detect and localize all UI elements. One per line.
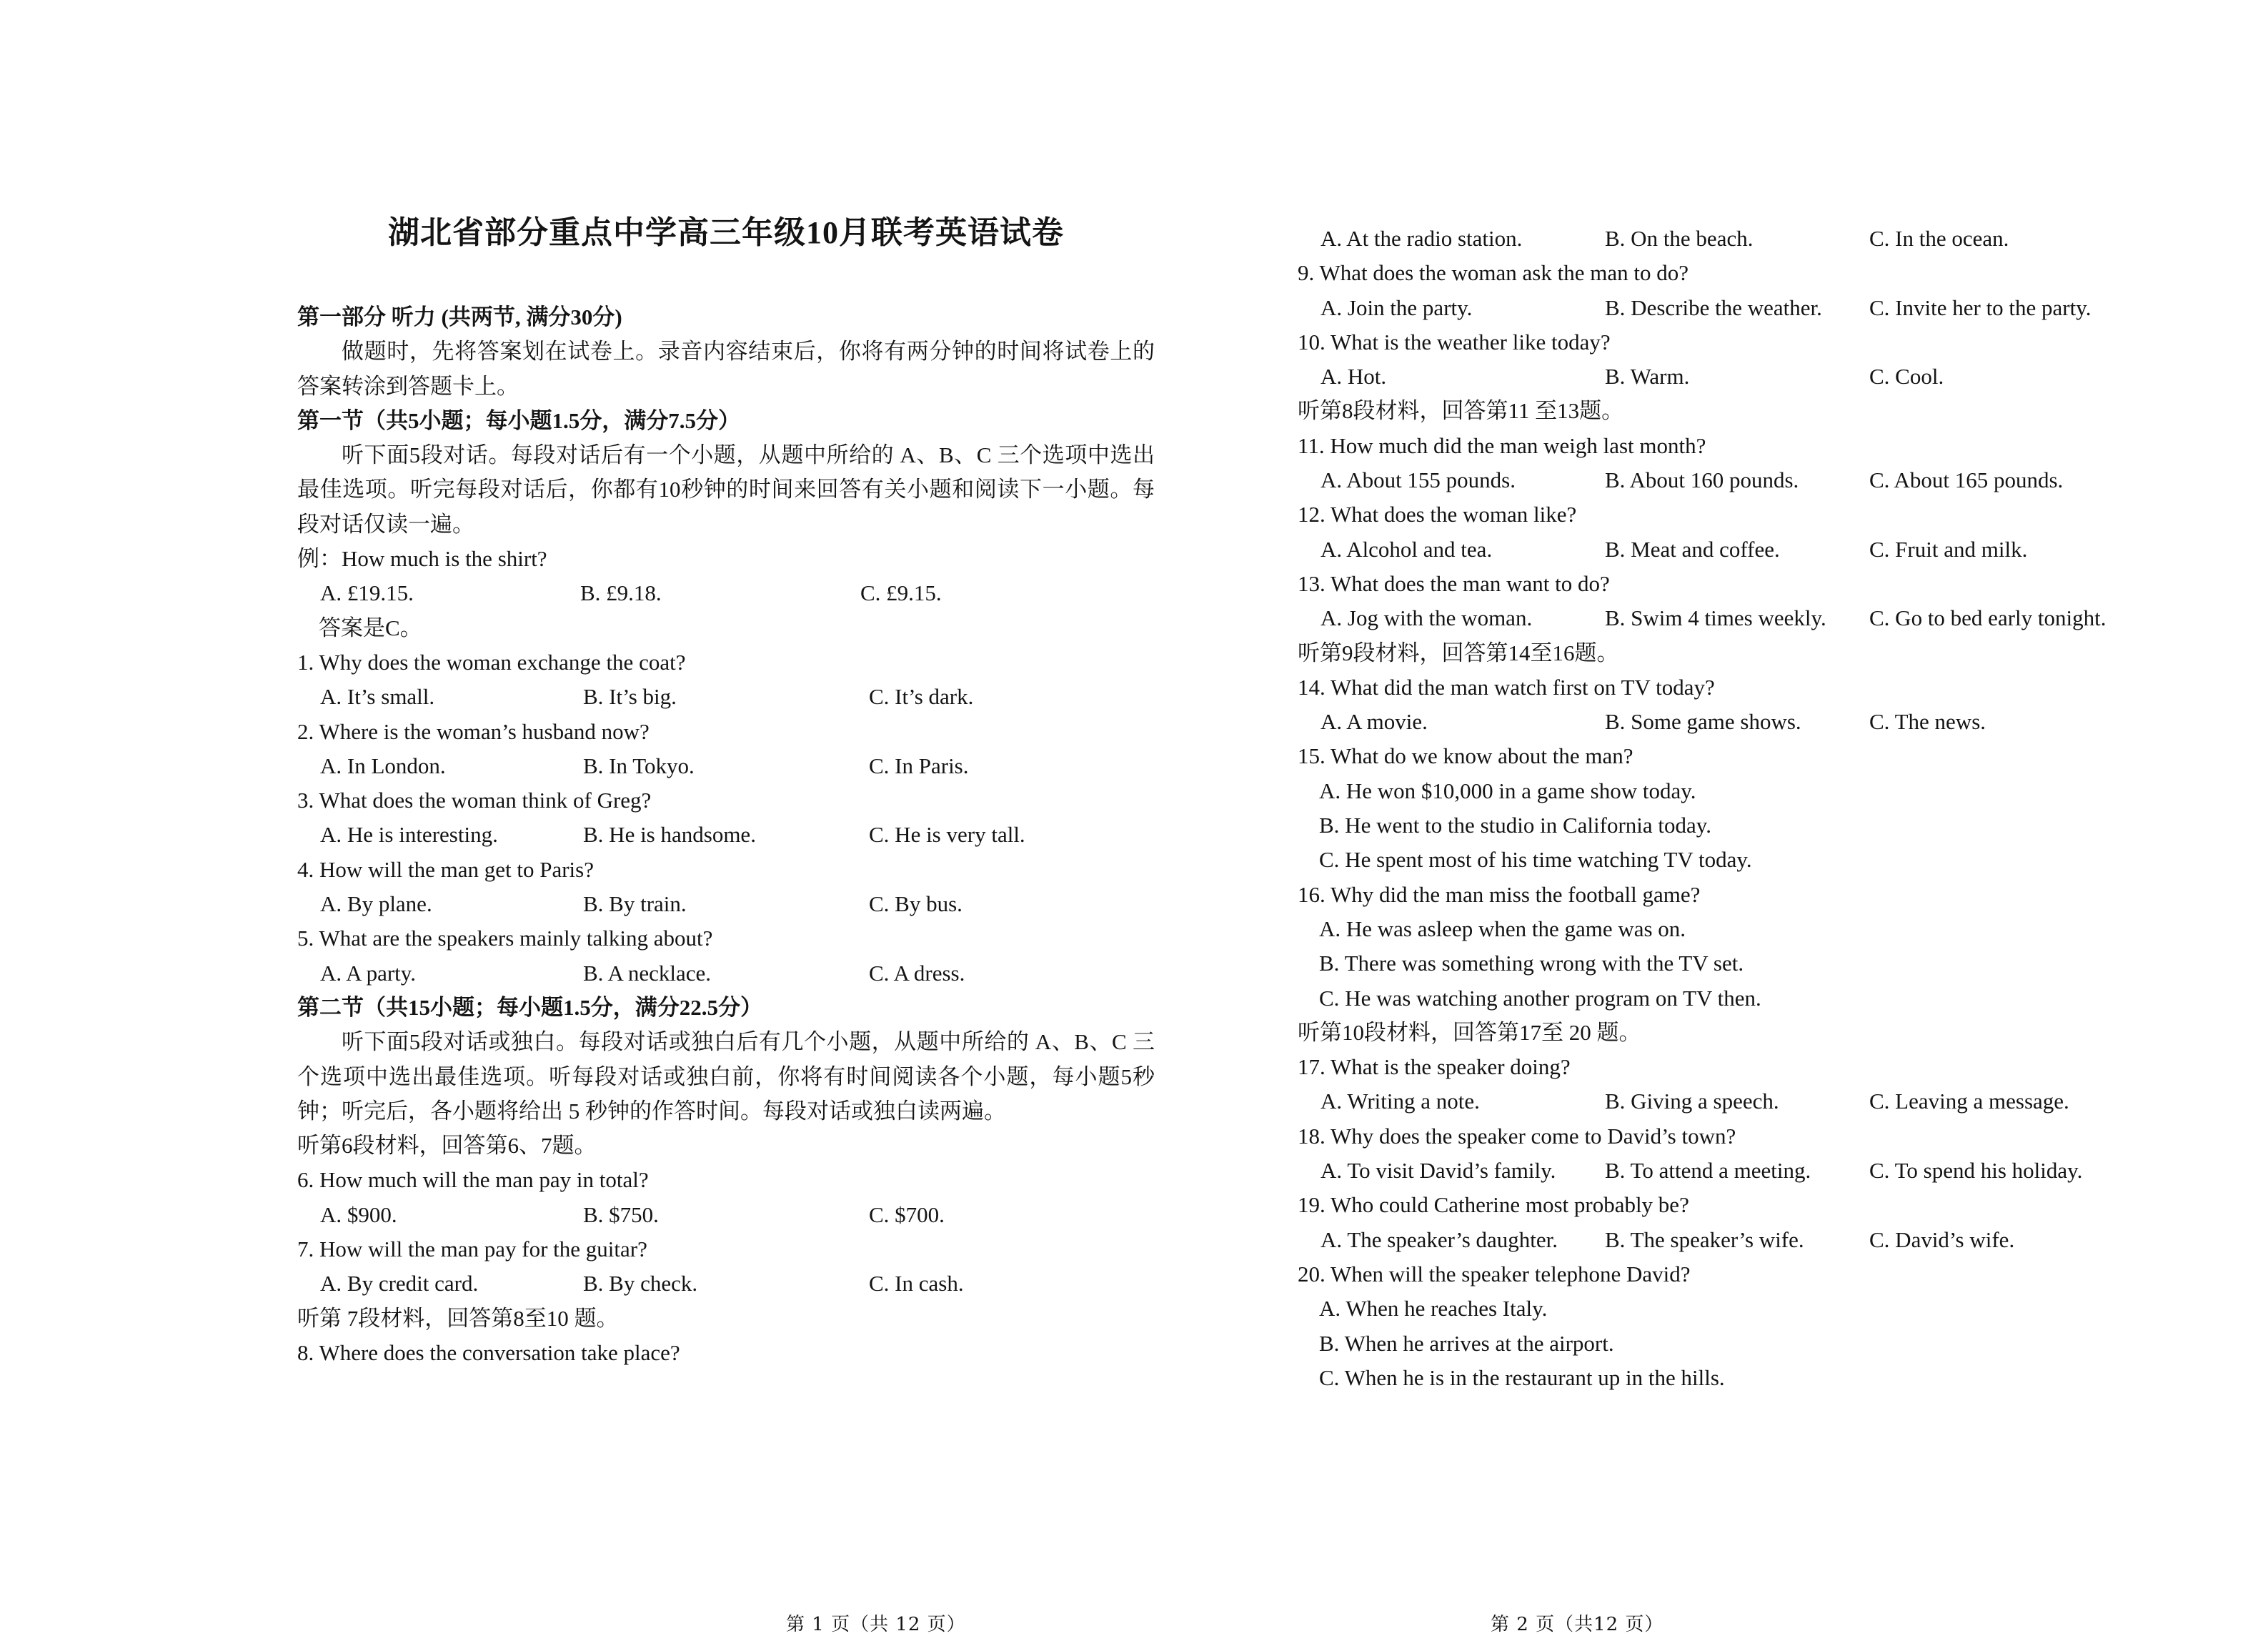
option-b: B. The speaker’s wife. <box>1605 1226 1804 1252</box>
example-question: 例：How much is the shirt? <box>297 546 547 572</box>
question-19-options <box>1298 1223 2155 1257</box>
question-7: 7. How will the man pay for the guitar? <box>297 1236 647 1262</box>
question-13-options <box>1298 601 2155 635</box>
question-17-options <box>1298 1084 2155 1119</box>
question-5: 5. What are the speakers mainly talking about? <box>297 926 713 951</box>
question-4-options <box>297 887 1155 921</box>
option-c: C. It’s dark. <box>869 684 974 710</box>
material-6-note: 听第6段材料，回答第6、7题。 <box>297 1133 597 1159</box>
option-b: B. Some game shows. <box>1605 709 1801 735</box>
option-b: B. He went to the studio in California today. <box>1319 813 1712 838</box>
option-b: B. In Tokyo. <box>583 753 695 778</box>
question-13: 13. What does the man want to do? <box>1298 570 1610 596</box>
option-a: A. Hot. <box>1320 364 1387 390</box>
question-16: 16. Why did the man miss the football game? <box>1298 881 1701 907</box>
question-14: 14. What did the man watch first on TV today? <box>1298 674 1715 700</box>
option-b: B. To attend a meeting. <box>1605 1158 1811 1184</box>
right-body <box>1298 222 2155 1395</box>
material-9-note: 听第9段材料，回答第14至16题。 <box>1298 640 1619 665</box>
option-a: A. A movie. <box>1320 709 1428 735</box>
option-a: A. He won $10,000 in a game show today. <box>1319 778 1696 803</box>
page-1-footer: 第 1 页（共 12 页） <box>786 1614 966 1635</box>
option-b: B. $750. <box>583 1201 659 1227</box>
question-2: 2. Where is the woman’s husband now? <box>297 718 650 744</box>
option-c: C. Invite her to the party. <box>1869 294 2092 320</box>
question-9-options <box>1298 291 2155 325</box>
option-a: A. In London. <box>320 753 446 778</box>
option-c: C. In cash. <box>869 1271 964 1297</box>
left-body <box>297 300 1155 1370</box>
option-a: A. He was asleep when the game was on. <box>1319 916 1686 941</box>
material-10-note: 听第10段材料，回答第17至 20 题。 <box>1298 1019 1641 1045</box>
question-6: 6. How much will the man pay in total? <box>297 1167 649 1193</box>
option-a: A. It’s small. <box>320 684 435 710</box>
option-a: A. £19.15. <box>320 580 414 606</box>
page-left <box>297 207 1155 1635</box>
part1-heading: 第一部分 听力 (共两节, 满分30分) <box>297 304 622 329</box>
question-6-options <box>297 1198 1155 1232</box>
question-7-options <box>297 1266 1155 1301</box>
option-b: B. He is handsome. <box>583 822 756 848</box>
section2-instruction: 听下面5段对话或独白。每段对话或独白后有几个小题，从题中所给的 A、B、C 三个选项中选出最佳选项。听每段对话或独白前，你将有时间阅读各个小题，每小题5秒钟；听完后，各小题将给出 5 秒钟的作答时间。每段对话或独白读两遍。 <box>297 1029 1155 1124</box>
question-8-options <box>1298 222 2155 256</box>
option-c: C. Fruit and milk. <box>1869 536 2028 562</box>
question-3: 3. What does the woman think of Greg? <box>297 788 652 813</box>
question-1-options <box>297 680 1155 714</box>
option-c: C. $700. <box>869 1201 945 1227</box>
option-c: C. In the ocean. <box>1869 226 2009 251</box>
option-a: A. Alcohol and tea. <box>1320 536 1493 562</box>
example-options <box>297 576 1155 610</box>
material-8-note: 听第8段材料，回答第11 至13题。 <box>1298 398 1624 424</box>
option-b: B. Warm. <box>1605 364 1690 390</box>
section1-instruction: 听下面5段对话。每段对话后有一个小题，从题中所给的 A、B、C 三个选项中选出最佳选项。听完每段对话后，你都有10秒钟的时间来回答有关小题和阅读下一小题。每段对话仅读一遍。 <box>297 442 1155 537</box>
option-b: B. By check. <box>583 1271 698 1297</box>
option-b: B. When he arrives at the airport. <box>1319 1330 1614 1356</box>
exam-title: 湖北省部分重点中学高三年级10月联考英语试卷 <box>388 215 1064 250</box>
option-a: A. About 155 pounds. <box>1320 467 1516 493</box>
option-c: C. He was watching another program on TV then. <box>1319 985 1761 1011</box>
option-c: C. To spend his holiday. <box>1869 1158 2083 1184</box>
option-a: A. Writing a note. <box>1320 1089 1480 1114</box>
option-b: B. There was something wrong with the TV set. <box>1319 951 1744 976</box>
question-19: 19. Who could Catherine most probably be? <box>1298 1192 1689 1218</box>
question-15: 15. What do we know about the man? <box>1298 743 1633 769</box>
question-18-options <box>1298 1154 2155 1188</box>
option-a: A. Jog with the woman. <box>1320 605 1533 631</box>
question-20: 20. When will the speaker telephone David? <box>1298 1261 1691 1287</box>
option-b: B. About 160 pounds. <box>1605 467 1799 493</box>
option-b: B. On the beach. <box>1605 226 1754 251</box>
section1-heading: 第一节（共5小题；每小题1.5分，满分7.5分） <box>297 407 740 433</box>
question-10-options <box>1298 360 2155 394</box>
question-2-options <box>297 749 1155 783</box>
option-c: C. In Paris. <box>869 753 969 778</box>
question-9: 9. What does the woman ask the man to do? <box>1298 260 1688 286</box>
option-b: B. Giving a speech. <box>1605 1089 1779 1114</box>
question-14-options <box>1298 705 2155 739</box>
option-b: B. Swim 4 times weekly. <box>1605 605 1826 631</box>
option-a: A. At the radio station. <box>1320 226 1523 251</box>
question-8: 8. Where does the conversation take place? <box>297 1339 680 1365</box>
question-11: 11. How much did the man weigh last month? <box>1298 432 1706 458</box>
option-c: C. By bus. <box>869 891 963 917</box>
option-c: C. When he is in the restaurant up in the hills. <box>1319 1364 1725 1390</box>
option-c: C. About 165 pounds. <box>1869 467 2064 493</box>
question-17: 17. What is the speaker doing? <box>1298 1054 1571 1080</box>
question-11-options <box>1298 463 2155 497</box>
option-c: C. David’s wife. <box>1869 1226 2015 1252</box>
question-10: 10. What is the weather like today? <box>1298 329 1611 355</box>
option-a: A. Join the party. <box>1320 294 1473 320</box>
option-a: A. He is interesting. <box>320 822 498 848</box>
option-a: A. $900. <box>320 1201 397 1227</box>
example-answer: 答案是C。 <box>319 615 422 640</box>
option-c: C. A dress. <box>869 960 965 986</box>
question-18: 18. Why does the speaker come to David’s town? <box>1298 1123 1736 1149</box>
question-12: 12. What does the woman like? <box>1298 502 1577 527</box>
question-1: 1. Why does the woman exchange the coat? <box>297 649 686 675</box>
option-a: A. When he reaches Italy. <box>1319 1296 1548 1322</box>
page-right <box>1298 207 2155 1635</box>
option-c: C. The news. <box>1869 709 1986 735</box>
option-c: C. He spent most of his time watching TV today. <box>1319 847 1752 873</box>
option-a: A. By plane. <box>320 891 432 917</box>
material-7-note: 听第 7段材料，回答第8至10 题。 <box>297 1305 619 1331</box>
option-b: B. Describe the weather. <box>1605 294 1822 320</box>
option-b: B. A necklace. <box>583 960 712 986</box>
option-a: A. A party. <box>320 960 417 986</box>
option-c: C. Leaving a message. <box>1869 1089 2069 1114</box>
option-a: A. By credit card. <box>320 1271 479 1297</box>
question-3-options <box>297 818 1155 852</box>
question-5-options <box>297 956 1155 991</box>
question-12-options <box>1298 532 2155 567</box>
question-4: 4. How will the man get to Paris? <box>297 856 594 882</box>
option-c: C. Cool. <box>1869 364 1944 390</box>
page-2-footer: 第 2 页（共12 页） <box>1491 1614 1664 1635</box>
section2-heading: 第二节（共15小题；每小题1.5分，满分22.5分） <box>297 994 762 1020</box>
option-c: C. Go to bed early tonight. <box>1869 605 2107 631</box>
option-b: B. It’s big. <box>583 684 677 710</box>
option-a: A. The speaker’s daughter. <box>1320 1226 1558 1252</box>
option-b: B. £9.18. <box>580 580 662 606</box>
part1-instruction: 做题时，先将答案划在试卷上。录音内容结束后，你将有两分钟的时间将试卷上的答案转涂到答题卡上。 <box>297 339 1155 399</box>
option-b: B. By train. <box>583 891 687 917</box>
option-a: A. To visit David’s family. <box>1320 1158 1556 1184</box>
option-c: C. £9.15. <box>860 580 942 606</box>
option-b: B. Meat and coffee. <box>1605 536 1780 562</box>
option-c: C. He is very tall. <box>869 822 1025 848</box>
